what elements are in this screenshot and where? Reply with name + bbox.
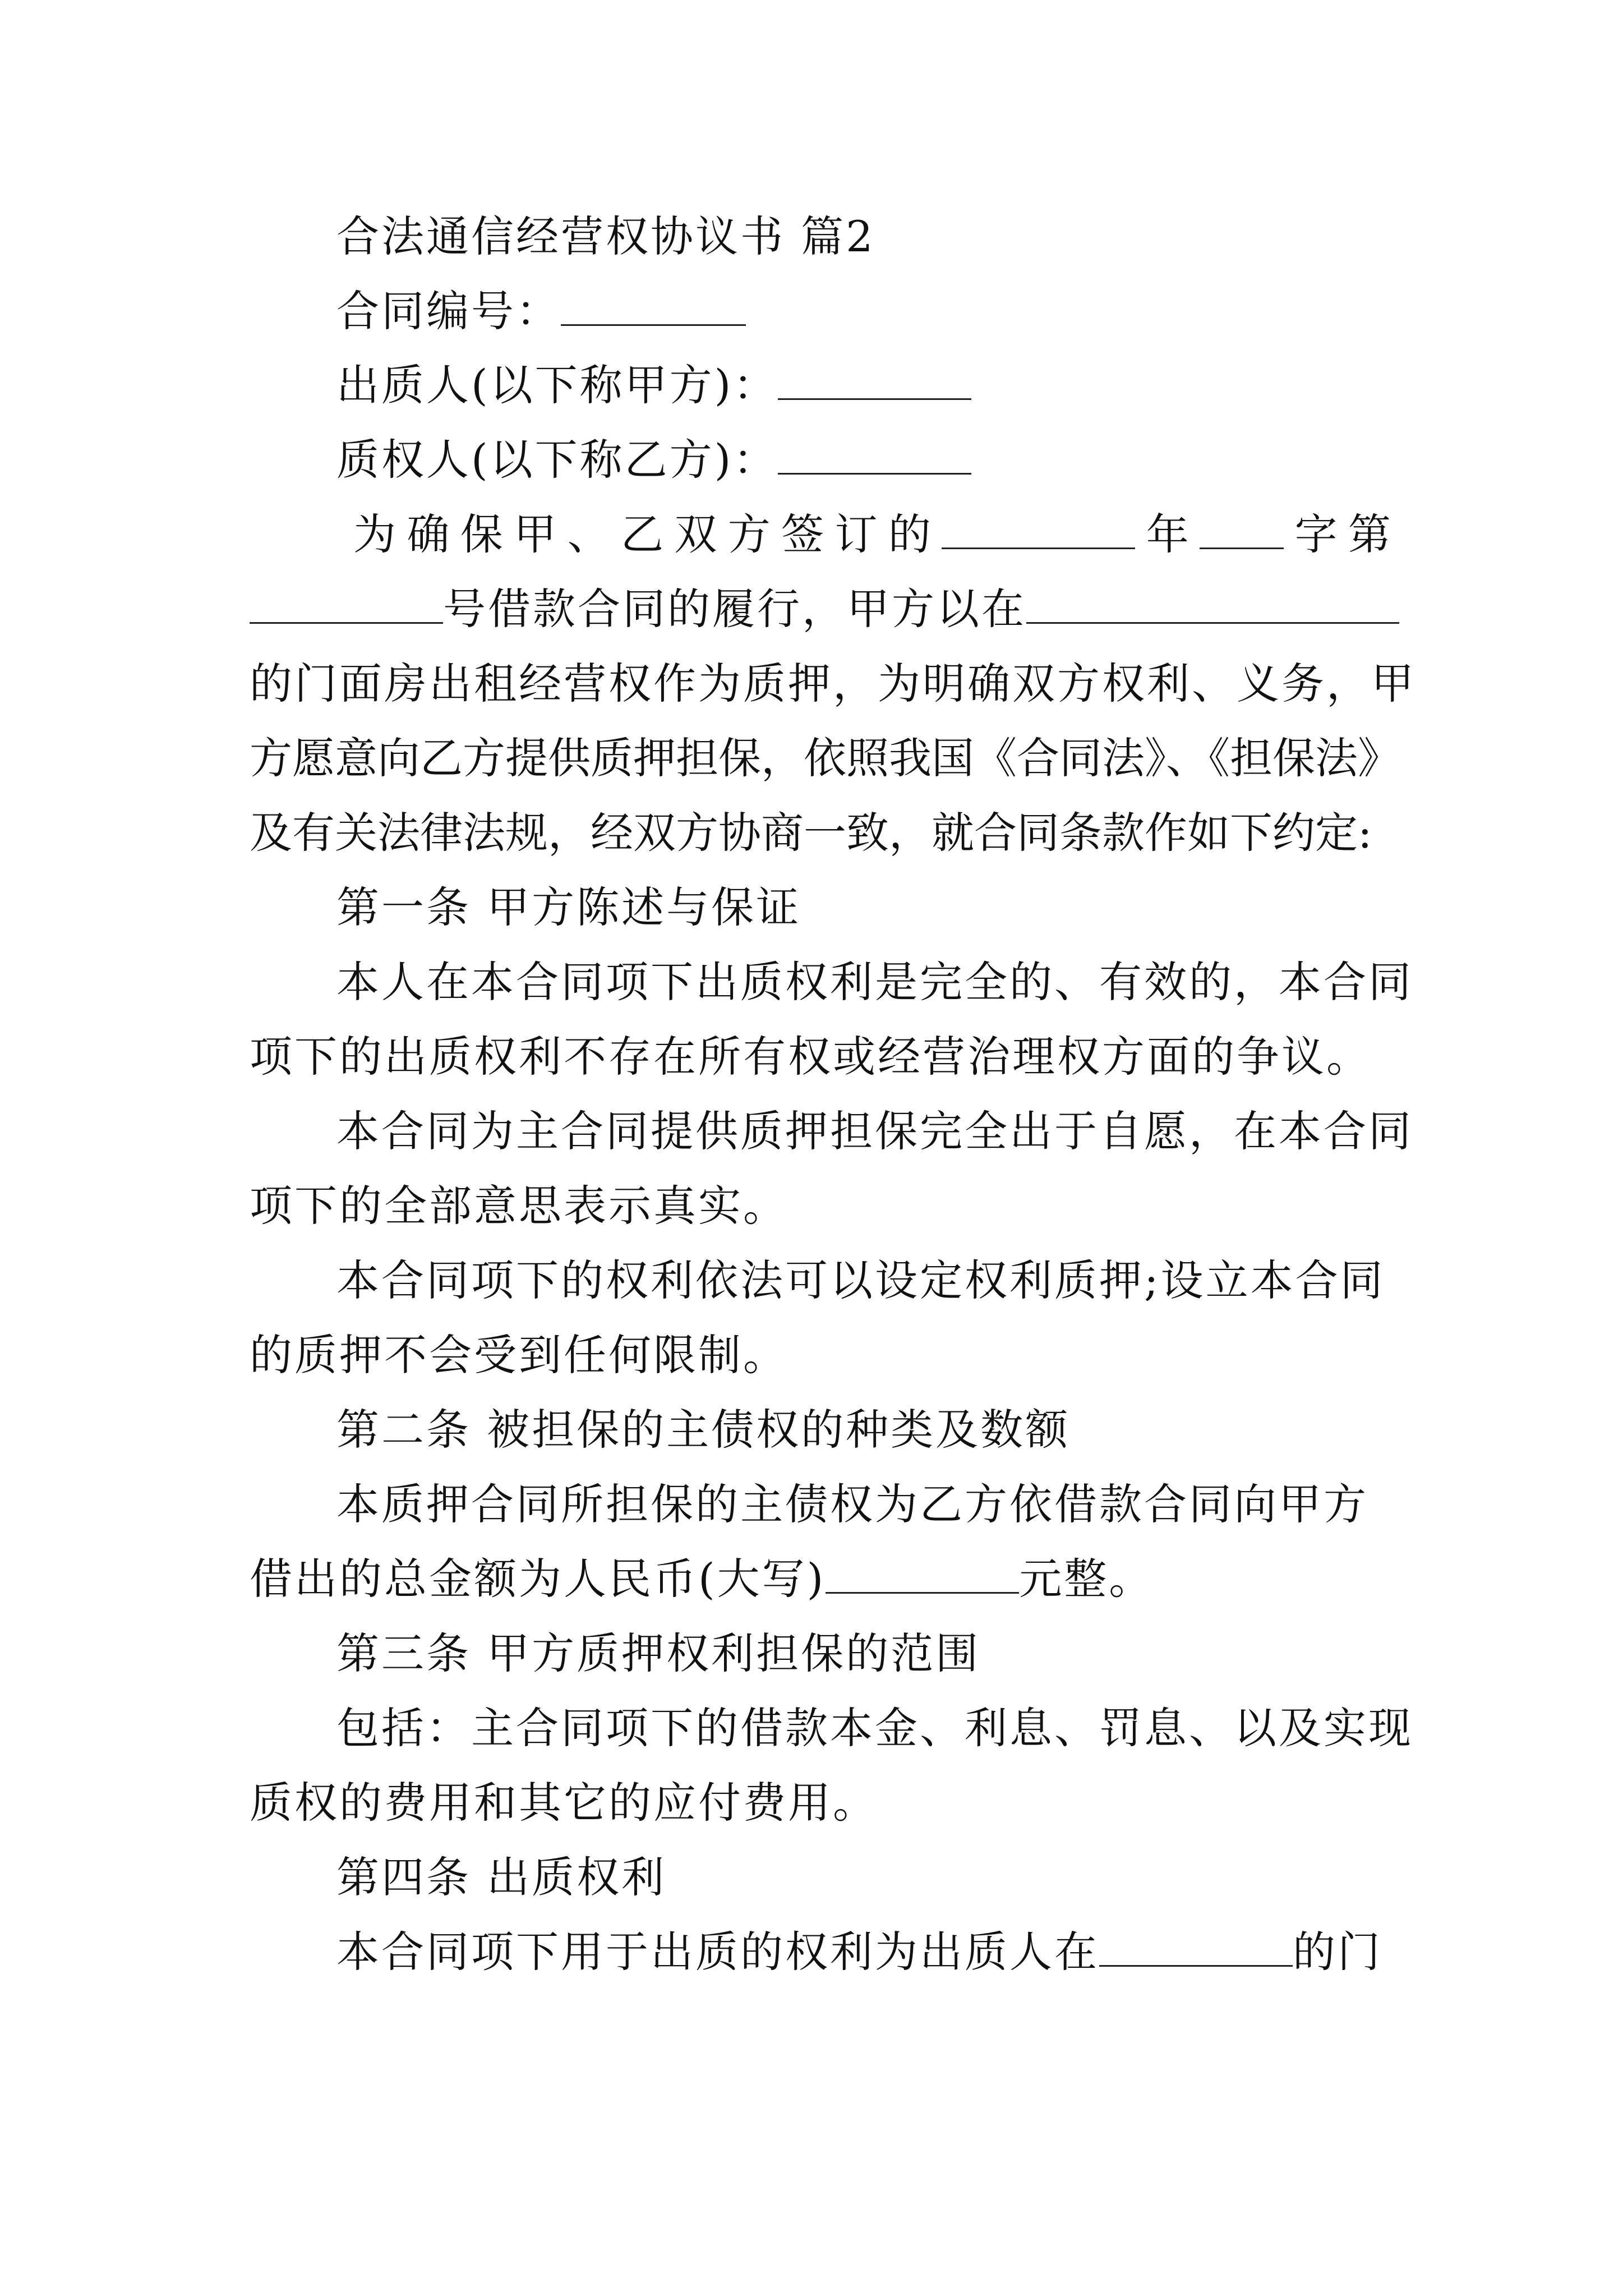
article-1-heading: 第一条 甲方陈述与保证 xyxy=(336,882,801,932)
amount-blank xyxy=(826,1557,1019,1594)
article-2-heading: 第二条 被担保的主债权的种类及数额 xyxy=(336,1405,1071,1455)
pledgee-row xyxy=(336,432,971,488)
word-blank xyxy=(1200,513,1284,549)
amount-label: 借出的总金额为人民币(大写) xyxy=(250,1554,826,1604)
intro-char: 保 xyxy=(460,509,503,559)
amount-suffix: 元整。 xyxy=(1019,1554,1154,1604)
intro-char: 订 xyxy=(834,509,878,559)
pledgor-label: 出质人(以下称甲方)： xyxy=(336,360,778,410)
pledge-location-blank xyxy=(1099,1930,1293,1967)
location-blank xyxy=(1026,587,1399,624)
intro-char: 甲 xyxy=(514,509,557,559)
pledgor-row xyxy=(336,357,971,413)
pledge-rights-suffix: 的门 xyxy=(1293,1927,1382,1977)
contract-number-row xyxy=(336,283,746,339)
intro-line-4: 方愿意向乙方提供质押担保，依照我国《合同法》、《担保法》 xyxy=(250,733,1400,783)
pledgee-label: 质权人(以下称乙方)： xyxy=(336,435,778,485)
article-1-para-3-line-2: 的质押不会受到任何限制。 xyxy=(250,1330,788,1380)
article-1-para-2-line-2: 项下的全部意思表示真实。 xyxy=(250,1181,788,1231)
intro-char: 签 xyxy=(781,509,824,559)
intro-char: 、 xyxy=(567,509,610,559)
intro-char: 双 xyxy=(674,509,717,559)
intro-line-3: 的门面房出租经营权作为质押，为明确双方权利、义务，甲 xyxy=(250,659,1416,708)
intro-char: 确 xyxy=(407,509,450,559)
intro-text: 号借款合同的履行，甲方以在 xyxy=(443,584,1026,634)
contract-number-blank xyxy=(561,289,746,326)
intro-char: 第 xyxy=(1348,509,1391,559)
intro-line-1 xyxy=(353,507,1391,563)
article-4-para-line-1 xyxy=(336,1924,1382,1980)
intro-char: 为 xyxy=(353,509,396,559)
article-1-para-2-line-1: 本合同为主合同提供质押担保完全出于自愿，在本合同 xyxy=(336,1106,1413,1156)
document-title: 合法通信经营权协议书 篇2 xyxy=(336,211,875,261)
article-1-para-3-line-1: 本合同项下的权利依法可以设定权利质押;设立本合同 xyxy=(336,1255,1385,1305)
article-1-para-1-line-1: 本人在本合同项下出质权利是完全的、有效的，本合同 xyxy=(336,957,1413,1007)
intro-char: 年 xyxy=(1146,509,1189,559)
article-3-heading: 第三条 甲方质押权利担保的范围 xyxy=(336,1628,981,1678)
intro-char: 字 xyxy=(1294,509,1338,559)
intro-char: 乙 xyxy=(620,509,663,559)
pledge-rights-text: 本合同项下用于出质的权利为出质人在 xyxy=(336,1927,1099,1977)
intro-char: 的 xyxy=(888,509,931,559)
intro-line-2 xyxy=(250,581,1399,637)
intro-char: 方 xyxy=(727,509,771,559)
article-3-para-line-1: 包括：主合同项下的借款本金、利息、罚息、以及实现 xyxy=(336,1703,1413,1753)
pledgee-blank xyxy=(778,438,971,475)
article-1-para-1-line-2: 项下的出质权利不存在所有权或经营治理权方面的争议。 xyxy=(250,1032,1371,1082)
year-blank xyxy=(942,513,1135,549)
article-2-para-line-2 xyxy=(250,1551,1154,1607)
article-4-heading: 第四条 出质权利 xyxy=(336,1852,667,1902)
intro-line-5: 及有关法律法规，经双方协商一致，就合同条款作如下约定: xyxy=(250,808,1372,858)
contract-number-label: 合同编号： xyxy=(336,286,561,336)
article-3-para-line-2: 质权的费用和其它的应付费用。 xyxy=(250,1778,878,1828)
contract-number-blank-2 xyxy=(250,587,443,624)
article-2-para-line-1: 本质押合同所担保的主债权为乙方依借款合同向甲方 xyxy=(336,1479,1368,1529)
pledgor-blank xyxy=(778,364,971,400)
